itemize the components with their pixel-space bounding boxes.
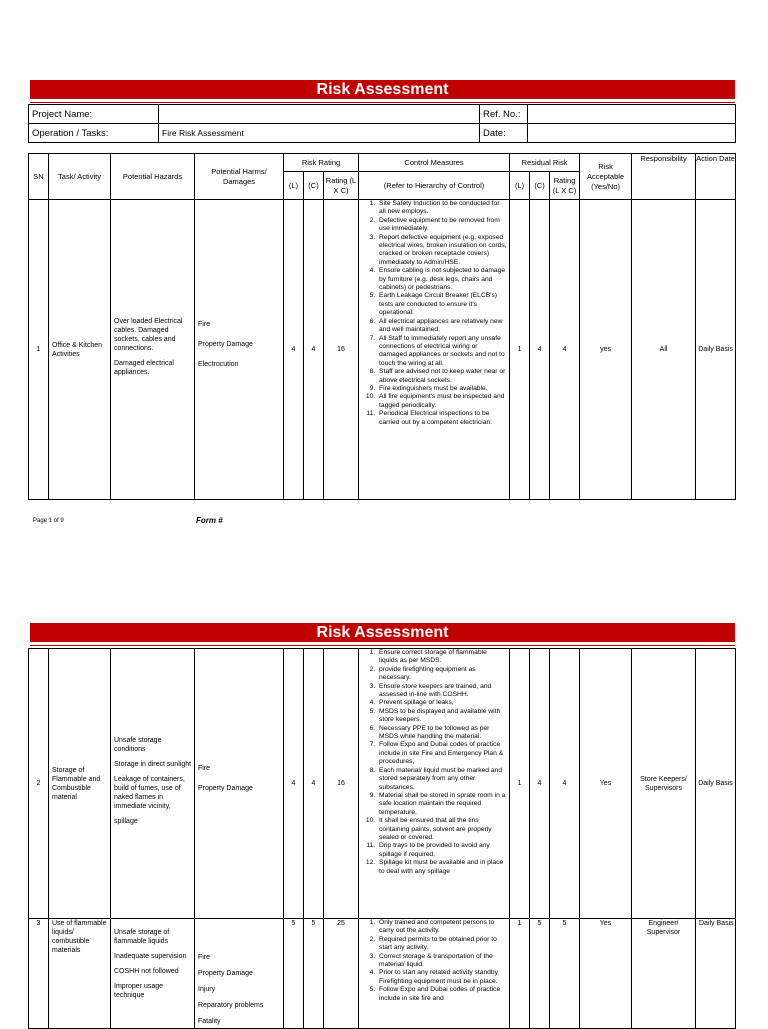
harm-item: Electrocution (198, 360, 239, 368)
row-residual-l: 1 (510, 649, 530, 919)
row-rating: 25 (324, 919, 359, 1029)
harm-item: Property Damage (198, 340, 253, 348)
control-item: 2. Defective equipment to be removed from use immediately. (377, 217, 507, 234)
control-item: 5. Follow Expo and Dubai codes of practice include in site fire and (377, 986, 507, 1003)
title-rule (30, 102, 735, 103)
row-rating: 16 (324, 200, 359, 500)
form-number: Form # (196, 516, 223, 525)
header-control-sub: (Refer to Hierarchy of Control) (359, 172, 510, 200)
harm-item: Fire (198, 954, 211, 961)
row-residual-rating: 4 (550, 649, 580, 919)
header-task: Task/ Activity (49, 154, 111, 200)
header-responsibility: Responsibility (632, 154, 696, 200)
row-residual-c: 5 (530, 919, 550, 1029)
row-acceptable: yes (580, 200, 632, 500)
row-residual-l: 1 (510, 200, 530, 500)
row-controls (359, 919, 510, 1029)
control-item: 4. Ensure cabling is not subjected to damage by furniture (e.g. desk legs, chairs and cabinets) or pedestrians. (377, 267, 507, 292)
row-harms (195, 200, 284, 500)
hazard-item: Unsafe storage conditions (114, 736, 162, 753)
header-risk-rating: Risk Rating (284, 154, 359, 172)
date-value (528, 124, 736, 143)
row-sn: 3 (29, 919, 49, 1029)
page-number: Page 1 of 9 (33, 518, 64, 524)
row-residual-rating: 5 (550, 919, 580, 1029)
row-l: 4 (284, 649, 304, 919)
control-item: 5. Earth Leakage Circuit Breaker (ELCB's) tests are conducted to ensure it's operational. (377, 292, 507, 317)
row-task: Office & Kitchen Activities (49, 200, 111, 500)
hazard-item: Unsafe storage of flammable liquids (114, 929, 170, 945)
hazard-item: Inadequate supervision (114, 953, 187, 960)
header-residual-rating: Rating (L X C) (550, 172, 580, 200)
page-title-2: Risk Assessment (30, 623, 735, 642)
header-residual-l: (L) (510, 172, 530, 200)
harm-item: Injury (198, 986, 216, 993)
control-item: 5. MSDS to be displayed and available with store keepers. (377, 708, 507, 725)
control-item: 2. Required permits to be obtained prior to start any activity. (377, 936, 507, 953)
control-item: 4. Prevent spillage or leaks, (377, 699, 507, 707)
row-rating: 16 (324, 649, 359, 919)
harm-item: Fire (198, 764, 211, 772)
control-item: 3. Report defective equipment (e.g. exposed electrical wires, broken insulation on cords, cracked or broken receptacle covers) immediately to Admin/HSE. (377, 234, 507, 268)
hazard-item: Improper usage technique (114, 983, 164, 999)
control-item: 6. All electrical appliances are relatively new and well maintained. (377, 318, 507, 335)
row-residual-l: 1 (510, 919, 530, 1029)
header-residual: Residual Risk (510, 154, 580, 172)
row-hazards (111, 649, 195, 919)
risk-table-page-2 (28, 648, 736, 1029)
operation-value: Fire Risk Assessment (159, 124, 480, 143)
control-item: 8. Each material/ liquid must be marked and stored separately from any other substances. (377, 767, 507, 792)
control-item: 11. Periodical Electrical inspections to be carried out by a competent electrician. (377, 410, 507, 427)
header-acceptable: Risk Acceptable (Yes/No) (580, 154, 632, 200)
row-c: 4 (304, 649, 324, 919)
table-row (29, 200, 736, 500)
control-item: 8. Staff are advised not to keep water near or above electrical sockets. (377, 368, 507, 385)
row-hazards (111, 919, 195, 1029)
header-hazards: Potential Hazards (111, 154, 195, 200)
row-harms (195, 649, 284, 919)
row-action-date: Daily Basis (696, 200, 736, 500)
row-acceptable: Yes (580, 649, 632, 919)
row-action-date: Daily Basis (696, 919, 736, 1029)
row-c: 5 (304, 919, 324, 1029)
table-row (29, 649, 736, 919)
control-item: 12. Spillage kit must be available and in place to deal with any spillage (377, 859, 507, 876)
control-item: 10. It shall be ensured that all the tins containing paints, solvent are properly sealed or covered. (377, 817, 507, 842)
control-item: 1. Site Safety Induction to be conducted for all new employs. (377, 200, 507, 217)
control-item: 11. Drip trays to be provided to avoid any spillage if required. (377, 842, 507, 859)
row-residual-c: 4 (530, 200, 550, 500)
row-harms (195, 919, 284, 1029)
operation-label: Operation / Tasks: (29, 124, 159, 143)
row-l: 4 (284, 200, 304, 500)
control-item: 7. Follow Expo and Dubai codes of practice include in site Fire and Emergency Plan & procedures, (377, 741, 507, 766)
row-sn: 1 (29, 200, 49, 500)
control-item: 6. Necessary PPE to be followed as per MSDS while handling the material. (377, 725, 507, 742)
header-rating: Rating (L X C) (324, 172, 359, 200)
hazard-item: Damaged electrical appliances. (114, 359, 174, 376)
control-item: 9. Fire extinguishers must be available. (377, 385, 507, 393)
row-task: Storage of Flammable and Combustible material (49, 649, 111, 919)
title-rule-2 (30, 645, 735, 646)
row-acceptable: Yes (580, 919, 632, 1029)
page-title: Risk Assessment (30, 80, 735, 99)
date-label: Date: (480, 124, 528, 143)
row-hazards (111, 200, 195, 500)
project-info-table (28, 104, 736, 143)
row-l: 5 (284, 919, 304, 1029)
row-sn: 2 (29, 649, 49, 919)
harm-item: Property Damage (198, 970, 253, 977)
row-c: 4 (304, 200, 324, 500)
control-item: 3. Correct storage & transportation of the material/ liquid. (377, 953, 507, 970)
harm-item: Reparatory problems (198, 1002, 264, 1009)
project-name-value (159, 105, 480, 124)
project-name-label: Project Name: (29, 105, 159, 124)
hazard-item: spillage (114, 817, 138, 825)
harm-item: Fatality (198, 1018, 221, 1025)
hazard-item: Leakage of containers, build of fumes, use of naked flames in immediate vicinity, (114, 775, 185, 810)
header-action-date: Action Date (696, 154, 736, 200)
control-item: 9. Material shall be stored in sprate room in a safe location maintain the required temperature. (377, 792, 507, 817)
control-item: 7. All Staff to immediately report any unsafe connections of electrical wiring or damaged appliances or sockets and not to touch the wiring at all. (377, 335, 507, 369)
row-controls (359, 200, 510, 500)
hazard-item: Storage in direct sunlight (114, 760, 192, 768)
hazard-item: Over loaded Electrical cables. Damaged sockets, cables and connections. (114, 317, 183, 352)
ref-no-label: Ref. No.: (480, 105, 528, 124)
ref-no-value (528, 105, 736, 124)
harm-item: Property Damage (198, 784, 253, 792)
row-task: Use of flammable liquids/ combustible materials (49, 919, 111, 1029)
control-item: 1. Ensure correct storage of flammable liquids as per MSDS. (377, 649, 507, 666)
header-control: Control Measures (359, 154, 510, 172)
row-responsibility: All (632, 200, 696, 500)
header-l: (L) (284, 172, 304, 200)
hazard-item: COSHH not followed (114, 968, 179, 975)
row-controls (359, 649, 510, 919)
table-row (29, 919, 736, 1029)
header-harms: Potential Harms/ Damages (195, 154, 284, 200)
row-responsibility: Engineer/ Supervisor (632, 919, 696, 1029)
risk-table-page-1 (28, 153, 736, 500)
row-residual-rating: 4 (550, 200, 580, 500)
row-action-date: Daily Basis (696, 649, 736, 919)
header-residual-c: (C) (530, 172, 550, 200)
control-item: 2. provide firefighting equipment as necessary. (377, 666, 507, 683)
control-item: 10. All fire equipment's must be inspected and tagged periodically. (377, 393, 507, 410)
row-responsibility: Store Keepers/ Supervisors (632, 649, 696, 919)
control-item: 1. Only trained and competent persons to carry out the activity. (377, 919, 507, 936)
control-item: 3. Ensure store keepers are trained, and assessed in-line with COSHH. (377, 683, 507, 700)
row-residual-c: 4 (530, 649, 550, 919)
harm-item: Fire (198, 320, 211, 328)
control-item: 4. Prior to start any related activity standby Firefighting equipment must be in place. (377, 969, 507, 986)
header-sn: SN (29, 154, 49, 200)
header-c: (C) (304, 172, 324, 200)
